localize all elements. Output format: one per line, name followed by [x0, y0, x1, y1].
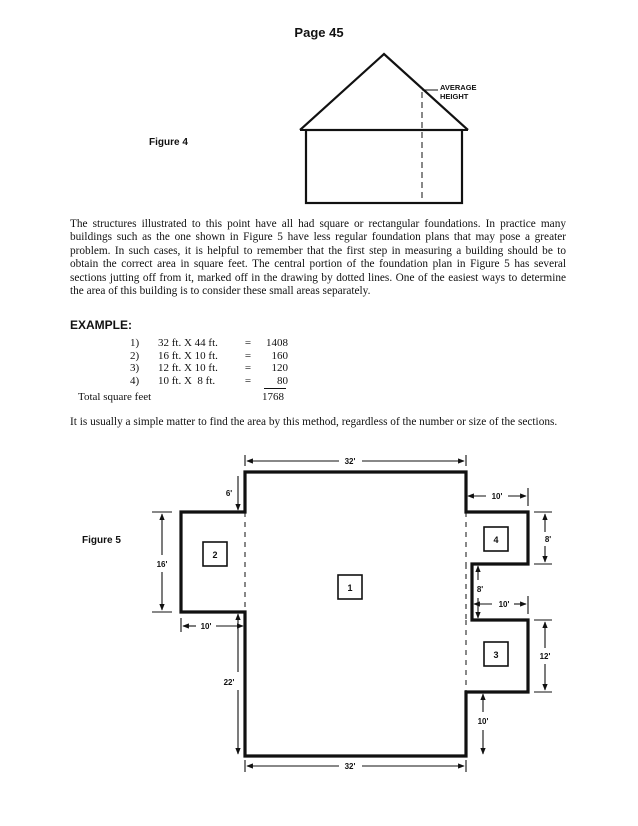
total-label: Total square feet — [78, 391, 152, 403]
intro-paragraph: The structures illustrated to this point have all had square or rectangular foundations. In practice many buildings such as the one shown in Figure 5 have less regular foundation plans that may pose a greater problem. In such cases, it is helpful to remember that the first step in measuring a building should be to obtain the correct area in square feet. The central portion of the foundation plan in Figure 5 has several sections jutting off from it, marked off in the drawing by dotted lines. One of the easiest ways to determine the area of this building is to consider these small areas separately. — [70, 218, 566, 298]
example-row-value: 160 — [271, 349, 288, 362]
lower-left-height-label: 22' — [223, 678, 235, 687]
example-row-value: 80 — [277, 374, 288, 387]
right-bottom-width-label: 10' — [498, 600, 510, 609]
foundation-outline — [181, 472, 528, 756]
page-number: Page 45 — [294, 25, 344, 40]
section2-label: 2 — [212, 550, 218, 560]
example-row-expression: 10 ft. X 8 ft. — [158, 374, 216, 387]
average-height-label-line2: HEIGHT — [440, 92, 469, 101]
example-row-value: 120 — [271, 362, 288, 374]
example-row-value: 1408 — [266, 337, 288, 349]
section3-label: 3 — [493, 650, 499, 660]
notch-top-left-label: 6' — [225, 489, 233, 498]
example-row-number: 2) — [130, 349, 140, 362]
example-row-number: 1) — [130, 337, 140, 349]
example-row-expression: 12 ft. X 10 ft. — [158, 362, 218, 374]
right-bottom-height-label: 12' — [539, 652, 551, 661]
bottom-width-label: 32' — [344, 762, 356, 771]
example-row-number: 3) — [130, 362, 140, 374]
example-row-equals: = — [244, 337, 252, 349]
top-width-label: 32' — [344, 457, 356, 466]
right-top-width-label: 10' — [491, 492, 503, 501]
section1-label: 1 — [347, 583, 353, 593]
right-gap-label: 8' — [476, 585, 484, 594]
closing-paragraph: It is usually a simple matter to find the area by this method, regardless of the number or size of the sections. — [70, 416, 558, 428]
figure5-caption: Figure 5 — [82, 535, 121, 546]
example-row-equals: = — [244, 349, 252, 362]
bottom-right-notch-label: 10' — [477, 717, 489, 726]
left-height-label: 16' — [156, 560, 168, 569]
left-width-label: 10' — [200, 622, 212, 631]
figure4-caption: Figure 4 — [149, 137, 188, 148]
right-top-height-label: 8' — [544, 535, 552, 544]
example-row-equals: = — [244, 374, 252, 387]
example-row-expression: 32 ft. X 44 ft. — [158, 337, 218, 349]
example-row-number: 4) — [130, 374, 140, 387]
example-row-equals: = — [244, 362, 252, 374]
average-height-label-line1: AVERAGE — [440, 83, 477, 92]
total-value: 1768 — [262, 391, 284, 403]
example-heading: EXAMPLE: — [70, 318, 133, 332]
example-row-expression: 16 ft. X 10 ft. — [158, 349, 218, 362]
section4-label: 4 — [493, 535, 499, 545]
